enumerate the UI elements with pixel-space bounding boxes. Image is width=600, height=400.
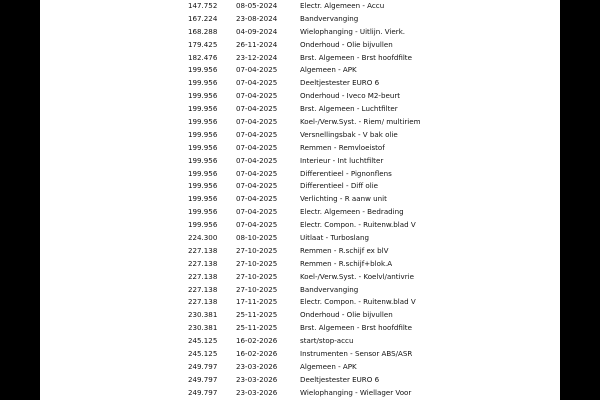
mileage-cell: 227.138 bbox=[188, 284, 218, 294]
date-cell: 07-04-2025 bbox=[236, 91, 278, 101]
table-row bbox=[40, 155, 560, 168]
description-cell: Bandvervanging bbox=[300, 284, 359, 294]
date-cell: 07-04-2025 bbox=[236, 104, 278, 114]
table-row bbox=[40, 0, 560, 13]
mileage-cell: 179.425 bbox=[188, 39, 218, 49]
description-cell: Brst. Algemeen - Luchtfilter bbox=[300, 104, 398, 114]
description-cell: Electr. Algemeen - Accu bbox=[300, 1, 385, 10]
table-row bbox=[40, 142, 560, 155]
date-cell: 27-10-2025 bbox=[236, 258, 278, 268]
date-cell: 27-10-2025 bbox=[236, 245, 278, 255]
date-cell: 08-10-2025 bbox=[236, 233, 278, 243]
table-row bbox=[40, 206, 560, 219]
description-cell: Brst. Algemeen - Brst hoofdfilte bbox=[300, 52, 412, 62]
table-row bbox=[40, 64, 560, 77]
description-cell: Remmen - R.schijf ex blV bbox=[300, 245, 389, 255]
table-row bbox=[40, 232, 560, 245]
date-cell: 16-02-2026 bbox=[236, 349, 278, 359]
date-cell: 26-11-2024 bbox=[236, 39, 278, 49]
mileage-cell: 224.300 bbox=[188, 233, 218, 243]
table-row bbox=[40, 361, 560, 374]
date-cell: 07-04-2025 bbox=[236, 181, 278, 191]
mileage-cell: 199.956 bbox=[188, 129, 218, 139]
description-cell: Wielophanging - Wiellager Voor bbox=[300, 387, 412, 397]
date-cell: 23-08-2024 bbox=[236, 13, 278, 23]
date-cell: 08-05-2024 bbox=[236, 1, 278, 10]
description-cell: Deeltjestester EURO 6 bbox=[300, 374, 380, 384]
description-cell: Koel-/Verw.Syst. - Koelvl/antivrie bbox=[300, 271, 414, 281]
date-cell: 23-03-2026 bbox=[236, 387, 278, 397]
date-cell: 27-10-2025 bbox=[236, 284, 278, 294]
table-row bbox=[40, 284, 560, 297]
table-row bbox=[40, 219, 560, 232]
mileage-cell: 199.956 bbox=[188, 155, 218, 165]
table-row bbox=[40, 26, 560, 39]
date-cell: 07-04-2025 bbox=[236, 142, 278, 152]
description-cell: Verlichting - R aanw unit bbox=[300, 194, 387, 204]
mileage-cell: 199.956 bbox=[188, 78, 218, 88]
date-cell: 16-02-2026 bbox=[236, 336, 278, 346]
date-cell: 07-04-2025 bbox=[236, 194, 278, 204]
mileage-cell: 199.956 bbox=[188, 65, 218, 75]
description-cell: Uitlaat - Turboslang bbox=[300, 233, 369, 243]
description-cell: Onderhoud - Olie bijvullen bbox=[300, 310, 393, 320]
mileage-cell: 230.381 bbox=[188, 310, 218, 320]
mileage-cell: 249.797 bbox=[188, 374, 218, 384]
description-cell: Wielophanging - Uitlijn. Vierk. bbox=[300, 26, 406, 36]
table-row bbox=[40, 271, 560, 284]
description-cell: Onderhoud - Olie bijvullen bbox=[300, 39, 393, 49]
description-cell: Onderhoud - Iveco M2-beurt bbox=[300, 91, 401, 101]
mileage-cell: 227.138 bbox=[188, 297, 218, 307]
table-row bbox=[40, 13, 560, 26]
description-cell: start/stop-accu bbox=[300, 336, 354, 346]
table-row bbox=[40, 129, 560, 142]
table-row bbox=[40, 309, 560, 322]
description-cell: Differentieel - Diff olie bbox=[300, 181, 379, 191]
mileage-cell: 249.797 bbox=[188, 387, 218, 397]
description-cell: Algemeen - APK bbox=[300, 65, 357, 75]
mileage-cell: 245.125 bbox=[188, 349, 218, 359]
date-cell: 07-04-2025 bbox=[236, 129, 278, 139]
description-cell: Deeltjestester EURO 6 bbox=[300, 78, 380, 88]
mileage-cell: 167.224 bbox=[188, 13, 218, 23]
date-cell: 07-04-2025 bbox=[236, 78, 278, 88]
table-row bbox=[40, 180, 560, 193]
date-cell: 23-03-2026 bbox=[236, 361, 278, 371]
table-row bbox=[40, 90, 560, 103]
description-cell: Differentieel - Pignonflens bbox=[300, 168, 392, 178]
table-row bbox=[40, 335, 560, 348]
mileage-cell: 199.956 bbox=[188, 181, 218, 191]
description-cell: Koel-/Verw.Syst. - Riem/ multiriem bbox=[300, 117, 421, 127]
description-cell: Remmen - R.schijf+blok.A bbox=[300, 258, 393, 268]
description-cell: Electr. Algemeen - Bedrading bbox=[300, 207, 404, 217]
description-cell: Electr. Compon. - Ruitenw.blad V bbox=[300, 220, 416, 230]
table-row bbox=[40, 322, 560, 335]
date-cell: 04-09-2024 bbox=[236, 26, 278, 36]
date-cell: 27-10-2025 bbox=[236, 271, 278, 281]
mileage-cell: 199.956 bbox=[188, 168, 218, 178]
mileage-cell: 230.381 bbox=[188, 323, 218, 333]
date-cell: 25-11-2025 bbox=[236, 323, 278, 333]
table-row bbox=[40, 245, 560, 258]
description-cell: Bandvervanging bbox=[300, 13, 359, 23]
mileage-cell: 199.956 bbox=[188, 104, 218, 114]
table-row bbox=[40, 103, 560, 116]
table-row bbox=[40, 116, 560, 129]
table-row bbox=[40, 77, 560, 90]
mileage-cell: 199.956 bbox=[188, 117, 218, 127]
description-cell: Instrumenten - Sensor ABS/ASR bbox=[300, 349, 413, 359]
table-row bbox=[40, 387, 560, 400]
mileage-cell: 227.138 bbox=[188, 258, 218, 268]
service-history-sheet bbox=[40, 0, 560, 400]
mileage-cell: 227.138 bbox=[188, 245, 218, 255]
mileage-cell: 168.288 bbox=[188, 26, 218, 36]
mileage-cell: 245.125 bbox=[188, 336, 218, 346]
description-cell: Interieur - Int luchtfilter bbox=[300, 155, 384, 165]
mileage-cell: 199.956 bbox=[188, 207, 218, 217]
mileage-cell: 199.956 bbox=[188, 91, 218, 101]
date-cell: 07-04-2025 bbox=[236, 207, 278, 217]
mileage-cell: 227.138 bbox=[188, 271, 218, 281]
date-cell: 25-11-2025 bbox=[236, 310, 278, 320]
date-cell: 23-03-2026 bbox=[236, 374, 278, 384]
description-cell: Algemeen - APK bbox=[300, 361, 357, 371]
date-cell: 07-04-2025 bbox=[236, 117, 278, 127]
date-cell: 17-11-2025 bbox=[236, 297, 278, 307]
date-cell: 07-04-2025 bbox=[236, 168, 278, 178]
description-cell: Versnellingsbak - V bak olie bbox=[300, 129, 398, 139]
table-row bbox=[40, 39, 560, 52]
table-row bbox=[40, 348, 560, 361]
date-cell: 23-12-2024 bbox=[236, 52, 278, 62]
table-row bbox=[40, 374, 560, 387]
mileage-cell: 182.476 bbox=[188, 52, 218, 62]
table-row bbox=[40, 193, 560, 206]
date-cell: 07-04-2025 bbox=[236, 65, 278, 75]
description-cell: Remmen - Remvloeistof bbox=[300, 142, 385, 152]
table-row bbox=[40, 168, 560, 181]
table-row bbox=[40, 296, 560, 309]
mileage-cell: 199.956 bbox=[188, 220, 218, 230]
mileage-cell: 199.956 bbox=[188, 142, 218, 152]
service-history-list bbox=[40, 0, 560, 400]
date-cell: 07-04-2025 bbox=[236, 155, 278, 165]
table-row bbox=[40, 52, 560, 65]
date-cell: 07-04-2025 bbox=[236, 220, 278, 230]
description-cell: Electr. Compon. - Ruitenw.blad V bbox=[300, 297, 416, 307]
description-cell: Brst. Algemeen - Brst hoofdfilte bbox=[300, 323, 412, 333]
table-row bbox=[40, 258, 560, 271]
mileage-cell: 249.797 bbox=[188, 361, 218, 371]
mileage-cell: 147.752 bbox=[188, 1, 218, 10]
mileage-cell: 199.956 bbox=[188, 194, 218, 204]
